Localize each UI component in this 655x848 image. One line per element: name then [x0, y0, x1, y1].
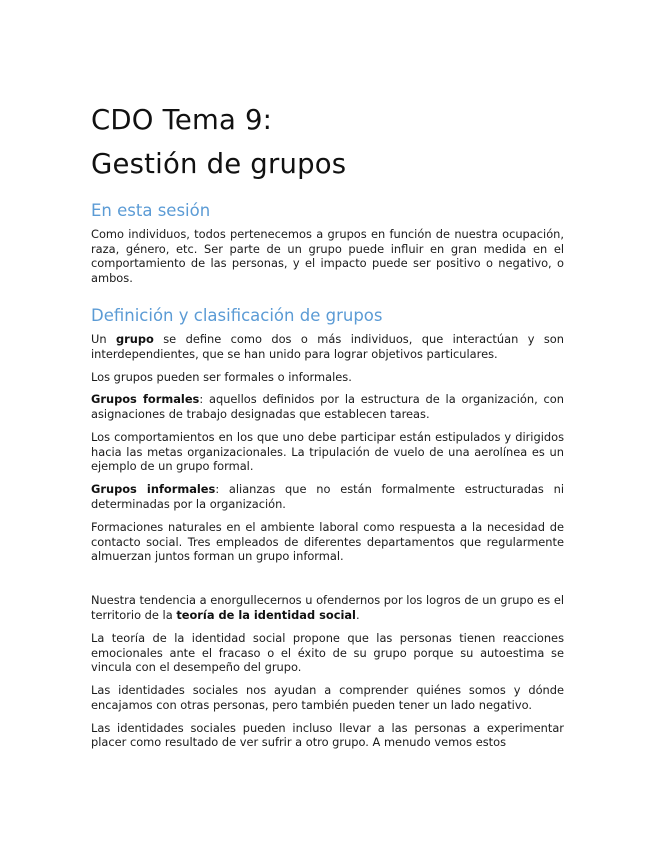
- paragraph-social-identities: Las identidades sociales nos ayudan a comprender quiénes somos y dónde encajamos con otras personas, pero también pueden tener un lado negativo.: [91, 683, 564, 712]
- title-line-2: Gestión de grupos: [91, 148, 347, 180]
- paragraph-social-identity-intro: Nuestra tendencia a enorgullecernos u ofendernos por los logros de un grupo es el territorio de la teoría de la identidad social.: [91, 593, 564, 622]
- document-title: [91, 98, 564, 186]
- paragraph-social-identity-theory: La teoría de la identidad social propone que las personas tienen reacciones emocionales ante el fracaso o el éxito de su grupo porque su autoestima se vincula con el desempeño del grupo.: [91, 630, 564, 675]
- term-grupos-informales: Grupos informales: [91, 482, 216, 497]
- paragraph-intro: Como individuos, todos pertenecemos a grupos en función de nuestra ocupación, raza, género, etc. Ser parte de un grupo puede influir en gran medida en el comportamiento de las personas, y el impacto puede ser positivo o negativo, o ambos.: [91, 227, 564, 286]
- section-heading-definition: Definición y clasificación de grupos: [91, 306, 383, 325]
- paragraph-informal-formations: Formaciones naturales en el ambiente laboral como respuesta a la necesidad de contacto social. Tres empleados de diferentes departamentos que regularmente almuerzan juntos forman un grupo informal.: [91, 519, 564, 564]
- title-line-1: CDO Tema 9:: [91, 104, 273, 136]
- term-grupos-formales: Grupos formales: [91, 392, 200, 407]
- section-heading-session: En esta sesión: [91, 201, 211, 220]
- paragraph-formal-groups: Grupos formales: aquellos definidos por la estructura de la organización, con asignaciones de trabajo designadas que establecen tareas.: [91, 392, 564, 422]
- term-grupo: grupo: [115, 332, 154, 346]
- paragraph-social-identities-pleasure: Las identidades sociales pueden incluso llevar a las personas a experimentar placer como resultado de ver sufrir a otro grupo. A menudo vemos estos: [91, 720, 564, 750]
- paragraph-formal-behaviors: Los comportamientos en los que uno debe participar están estipulados y dirigidos hacia las metas organizacionales. La tripulación de vuelo de una aerolínea es un ejemplo de un grupo formal.: [91, 430, 564, 474]
- paragraph-group-definition: Un grupo se define como dos o más individuos, que interactúan y son interdependientes, que se han unido para lograr objetivos particulares.: [91, 332, 564, 361]
- term-social-identity-theory: teoría de la identidad social: [176, 607, 356, 622]
- paragraph-informal-groups: Grupos informales: alianzas que no están formalmente estructuradas ni determinadas por la organización.: [91, 482, 564, 512]
- document-page: [91, 98, 564, 758]
- paragraph-formal-informal: Los grupos pueden ser formales o informales.: [91, 369, 352, 384]
